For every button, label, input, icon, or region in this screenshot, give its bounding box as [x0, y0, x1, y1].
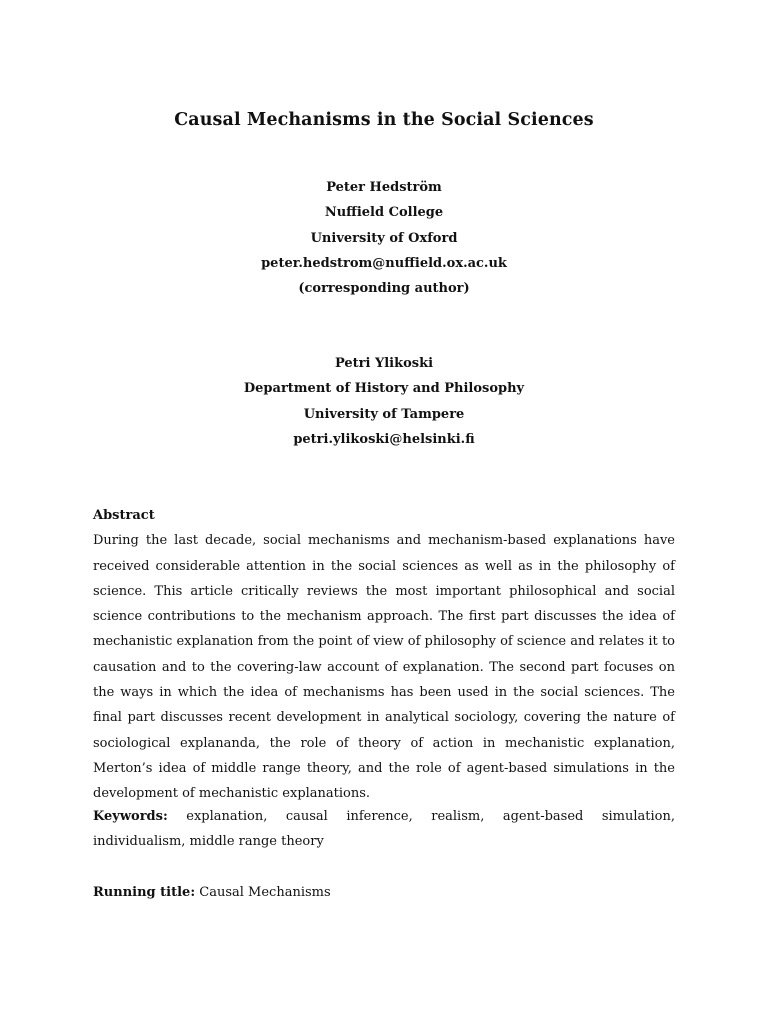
corresponding-author-note: (corresponding author)	[298, 281, 470, 297]
keywords-text: explanation, causal inference, realism, agent-based simulation, individualism, middle range theory	[93, 809, 675, 850]
author-email: peter.hedstrom@nuffield.ox.ac.uk	[261, 255, 507, 271]
author-block-1	[0, 175, 768, 301]
author-email: petri.ylikoski@helsinki.fi	[293, 431, 475, 447]
abstract-body: During the last decade, social mechanisms and mechanism-based explanations have received considerable attention in the social sciences as well as in the philosophy of science. This article critically reviews the most important philosophical and social science contributions to the mechanism approach. The first part discusses the idea of mechanistic explanation from the point of view of philosophy of science and relates it to causation and to the covering-law account of explanation. The second part focuses on the ways in which the idea of mechanisms has been used in the social sciences. The final part discusses recent development in analytical sociology, covering the nature of sociological explananda, the role of theory of action in mechanistic explanation, Merton’s idea of middle range theory, and the role of agent-based simulations in the development of mechanistic explanations.	[93, 533, 675, 802]
author-university: University of Tampere	[303, 406, 465, 422]
author-department: Department of History and Philosophy	[243, 381, 525, 397]
abstract-heading: Abstract	[93, 508, 155, 523]
author-name: Peter Hedström	[326, 180, 442, 195]
running-title-label: Running title:	[93, 885, 196, 900]
paper-title: Causal Mechanisms in the Social Sciences	[174, 110, 594, 130]
running-title-section	[93, 880, 675, 905]
author-block-2	[0, 351, 768, 452]
keywords-label: Keywords:	[93, 809, 168, 824]
author-name: Petri Ylikoski	[334, 356, 434, 371]
keywords-section	[93, 804, 675, 855]
author-affiliation-college: Nuffield College	[324, 205, 444, 221]
author-affiliation-university: University of Oxford	[310, 230, 458, 246]
running-title-text: Causal Mechanisms	[199, 885, 331, 900]
abstract-section	[93, 503, 675, 807]
